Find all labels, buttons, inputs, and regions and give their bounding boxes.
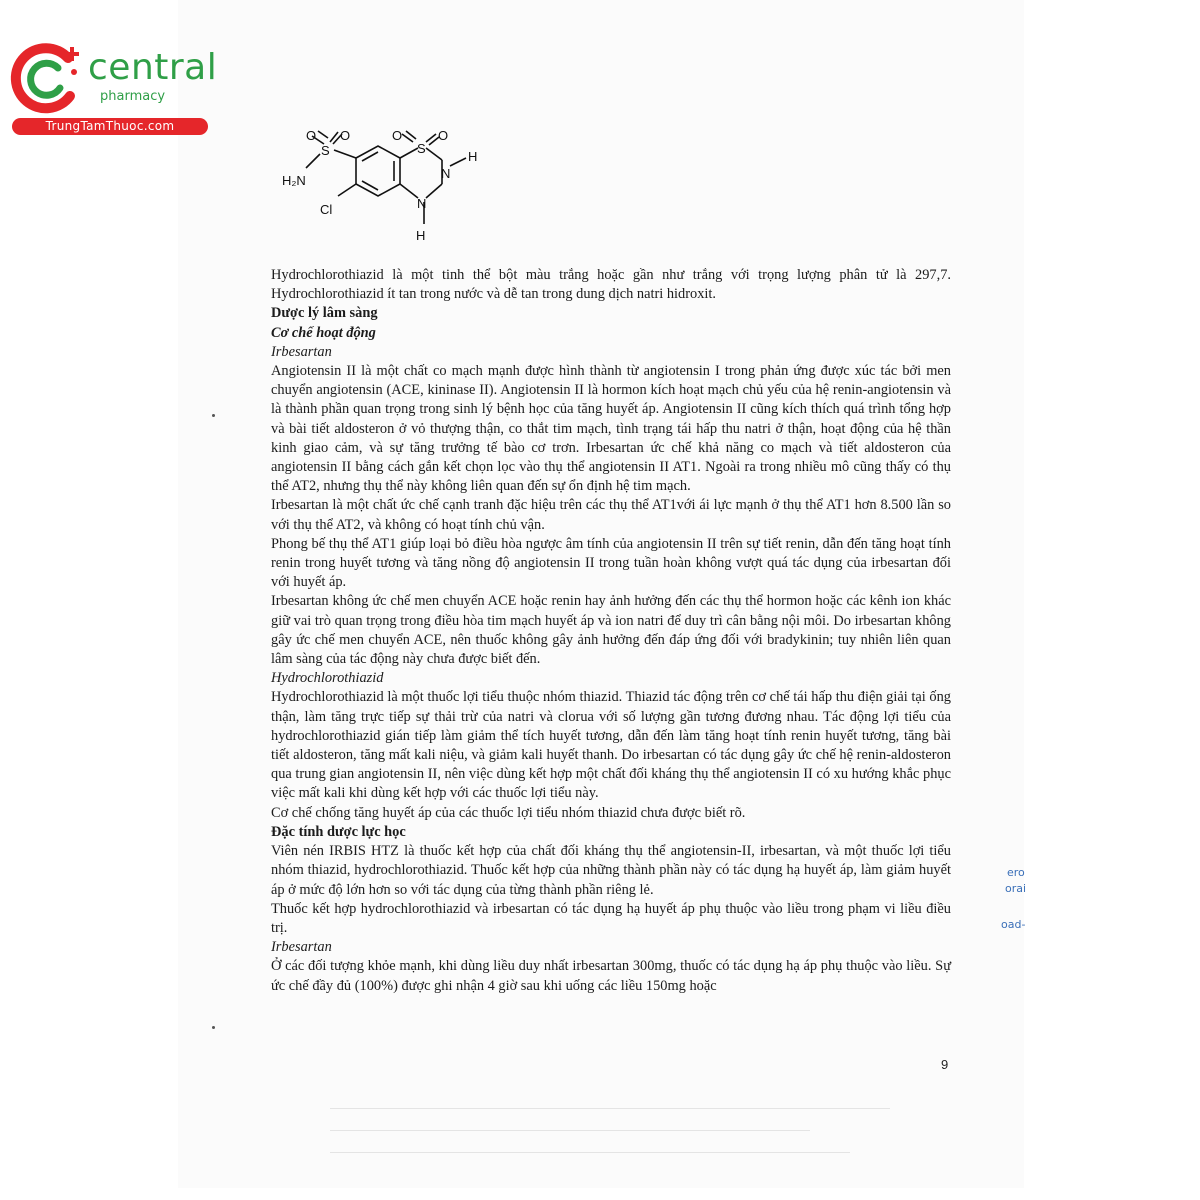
central-pharmacy-logo <box>10 38 218 138</box>
section-heading: Dược lý lâm sàng <box>271 305 378 322</box>
paragraph: Viên nén IRBIS HTZ là thuốc kết hợp của chất đối kháng thụ thể angiotensin-II, irbesartan, và một thuốc lợi tiểu nhóm thiazid, hydrochlorothiazid. Thuốc kết hợp của những thành phần này có tác dụng hạ huyết áp, làm giảm huyết áp ở mức độ lớn hơn so với tác dụng của từng thành phần riêng lẻ. <box>271 843 951 898</box>
bleed-through-line <box>330 1152 850 1153</box>
stamp-text: oad- <box>1001 918 1026 931</box>
pharmacy-c-plus-icon <box>10 38 92 118</box>
paragraph: Phong bế thụ thể AT1 giúp loại bỏ điều hòa ngược âm tính của angiotensin II trên sự tiết renin, dẫn đến tăng hoạt tính renin trong huyết tương và tăng nồng độ angiotensin II trong tuần hoàn không vượt quá tác dụng của irbesartan đối với huyết áp. <box>271 535 951 591</box>
atom-label-h: H <box>416 228 426 243</box>
logo-site-banner: TrungTamThuoc.com <box>12 118 208 135</box>
bleed-through-line <box>330 1108 890 1109</box>
bleed-through-line <box>330 1130 810 1131</box>
drug-heading: Irbesartan <box>271 343 332 360</box>
stamp-text: ero <box>1007 866 1025 879</box>
paragraph: Irbesartan không ức chế men chuyển ACE hoặc renin hay ảnh hưởng đến các thụ thể hormon hoặc các kênh ion khác giữ vai trò quan trọng trong điều hòa tim mạch huyết áp và ion natri để duy trì cân bằng nội môi. Do irbesartan không gây ức chế men chuyển ACE, nên thuốc không gây ảnh hưởng đến đáp ứng đối với bradykinin; tuy nhiên liên quan lâm sàng của tác động này chưa được biết đến. <box>271 593 951 668</box>
paragraph: Cơ chế chống tăng huyết áp của các thuốc lợi tiểu nhóm thiazid chưa được biết rõ. <box>271 804 746 821</box>
scan-speck <box>212 414 215 417</box>
atom-label-o: O <box>340 128 351 143</box>
atom-label-s: S <box>417 141 426 156</box>
atom-label-cl: Cl <box>320 202 333 217</box>
paragraph: Hydrochlorothiazid là một thuốc lợi tiểu thuộc nhóm thiazid. Thiazid tác động trên cơ chế tái hấp thu điện giải tại ống thận, làm tăng trực tiếp sự thải trừ của natri và clorua với số lượng gần tương đương nhau. Tác động lợi tiểu của hydrochlorothiazid gián tiếp làm giảm thể tích huyết tương, dẫn đến làm tăng hoạt tính renin huyết tương, tăng bài tiết aldosteron, tăng mất kali niệu, và giảm kali huyết thanh. Do irbesartan có tác dụng gây ức chế hệ renin-aldosteron qua trung gian angiotensin II, nên việc dùng kết hợp một chất đối kháng thụ thể angiotensin II có xu hướng khắc phục việc mất kali khi dùng kết hợp với các thuốc lợi tiểu này. <box>271 689 951 802</box>
atom-label-n: N <box>441 166 451 181</box>
atom-label-o: O <box>306 128 317 143</box>
atom-label-n: N <box>417 196 427 211</box>
atom-label-s: S <box>321 143 330 158</box>
paragraph: Ở các đối tượng khỏe mạnh, khi dùng liều duy nhất irbesartan 300mg, thuốc có tác dụng hạ áp phụ thuộc vào liều. Sự ức chế đầy đủ (100%) được ghi nhận 4 giờ sau khi uống các liều 150mg hoặc <box>271 958 951 994</box>
stamp-text: orai <box>1005 882 1027 895</box>
scan-speck <box>212 1026 215 1029</box>
atom-label-h2n: H₂N <box>282 173 306 188</box>
atom-label-h: H <box>468 149 478 164</box>
logo-wordmark: central <box>88 47 218 88</box>
page-number: 9 <box>941 1057 949 1072</box>
subsection-heading: Cơ chế hoạt động <box>271 324 376 341</box>
document-body <box>271 266 951 996</box>
paragraph: Thuốc kết hợp hydrochlorothiazid và irbesartan có tác dụng hạ huyết áp phụ thuộc vào liều trong phạm vi liều điều trị. <box>271 900 951 936</box>
paragraph: Hydrochlorothiazid là một tinh thể bột màu trắng hoặc gần như trắng với trọng lượng phân tử là 297,7. Hydrochlorothiazid ít tan trong nước và dễ tan trong dung dịch natri hidroxit. <box>271 267 951 303</box>
logo-subtitle: pharmacy <box>100 89 166 104</box>
chemical-structure-diagram <box>278 128 488 248</box>
paragraph: Irbesartan là một chất ức chế cạnh tranh đặc hiệu trên các thụ thể AT1với ái lực mạnh ở thụ thể AT1 hơn 8.500 lần so với thụ thể AT2, và không có hoạt tính chủ vận. <box>271 497 951 533</box>
drug-heading: Irbesartan <box>271 939 332 956</box>
paragraph: Angiotensin II là một chất co mạch mạnh được hình thành từ angiotensin I trong phản ứng được xúc tác bởi men chuyển angiotensin (ACE, kininase II). Angiotensin II là hormon kích hoạt mạch chủ yếu của hệ renin-angiotensin và là thành phần quan trọng trong sinh lý bệnh học của tăng huyết áp. Angiotensin II cũng kích thích quá trình tổng hợp và bài tiết aldosteron ở vỏ thượng thận, co thắt tim mạch, tình trạng tái hấp thu natri ở thận, hoạt động của hệ thần kinh giao cảm, và sự tăng trưởng tế bào cơ trơn. Irbesartan ức chế khả năng co mạch và tiết aldosteron của angiotensin II bằng cách gắn kết chọn lọc vào thụ thể angiotensin II AT1. Ngoài ra trong nhiều mô cũng thấy có thụ thể AT2, nhưng thụ thể này không liên quan đến sự ổn định hệ tim mạch. <box>271 363 951 495</box>
atom-label-o: O <box>438 128 449 143</box>
side-stamp-fragment <box>1001 820 1035 940</box>
drug-heading: Hydrochlorothiazid <box>271 670 384 687</box>
section-heading: Đặc tính dược lực học <box>271 823 406 840</box>
atom-label-o: O <box>392 128 403 143</box>
